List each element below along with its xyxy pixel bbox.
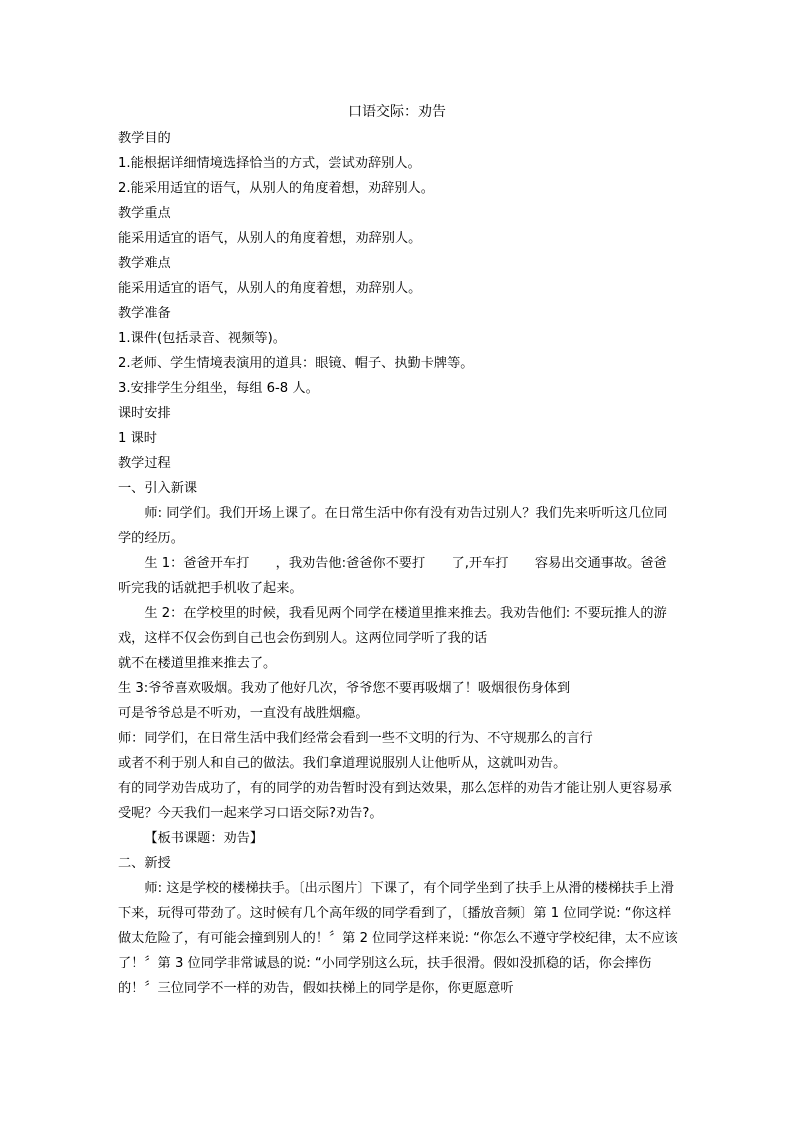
key-point-line: 能采用适宜的语气，从别人的角度着想，劝辞别人。 <box>118 231 422 246</box>
heading-schedule: 课时安排 <box>118 406 171 421</box>
section-1-heading: 一、引入新课 <box>118 481 198 496</box>
paragraph-conclusion: 有的同学劝告成功了，有的同学的劝告暂时没有到达效果，那么怎样的劝告才能让别人更容易承受呢？今天我们一起来学习口语交际?劝告?。 <box>118 781 672 821</box>
paragraph-student-3-line-1: 生 3:爷爷喜欢吸烟。我劝了他好几次，爷爷您不要再吸烟了！吸烟很伤身体到 <box>118 681 571 696</box>
paragraph-student-2-cont: 就不在楼道里推来推去了。 <box>118 656 277 671</box>
heading-key-points: 教学重点 <box>118 206 171 221</box>
preparation-line-1: 1.课件(包括录音、视频等)。 <box>118 331 286 346</box>
preparation-line-2: 2.老师、学生情境表演用的道具：眼镜、帽子、执勤卡牌等。 <box>118 356 474 371</box>
schedule-line: 1 课时 <box>118 431 157 446</box>
section-2-heading: 二、新授 <box>118 856 171 871</box>
objective-line-1: 1.能根据详细情境选择恰当的方式，尝试劝辞别人。 <box>118 156 421 171</box>
preparation-line-3: 3.安排学生分组坐，每组 6-8 人。 <box>118 381 319 396</box>
paragraph-teacher-line-2: 或者不利于别人和自己的做法。我们拿道理说服别人让他听从，这就叫劝告。 <box>118 756 567 771</box>
heading-objectives: 教学目的 <box>118 131 171 146</box>
paragraph-teacher-line-1: 师：同学们，在日常生活中我们经常会看到一些不文明的行为、不守规那么的言行 <box>118 731 593 746</box>
difficulty-line: 能采用适宜的语气，从别人的角度着想，劝辞别人。 <box>118 281 422 296</box>
paragraph-teacher-intro: 师: 同学们。我们开场上课了。在日常生活中你有没有劝告过别人？我们先来听听这几位同学的经历。 <box>118 506 668 546</box>
heading-process: 教学过程 <box>118 456 171 471</box>
heading-preparation: 教学准备 <box>118 306 171 321</box>
paragraph-new-lesson: 师: 这是学校的楼梯扶手。〔出示图片〕下课了，有个同学坐到了扶手上从滑的楼梯扶手上滑下来，玩得可带劲了。这时候有几个高年级的同学看到了，〔播放音频〕第 1 位同学说: “你这样做太危险了，有可能会撞到别人的！〞第 2 位同学这样来说: “你怎么不遵守学校纪律，太不应该了！〞第 3 位同学非常诚恳的说: “小同学别这么玩，扶手很滑。假如没抓稳的话，你会摔伤的！〞三位同学不一样的劝告，假如扶梯上的同学是你，你更愿意听 <box>118 881 678 996</box>
document-title: 口语交际：劝告 <box>348 104 446 120</box>
objective-line-2: 2.能采用适宜的语气，从别人的角度着想，劝辞别人。 <box>118 181 434 196</box>
document-body <box>118 126 678 1001</box>
paragraph-student-2: 生 2：在学校里的时候，我看见两个同学在楼道里推来推去。我劝告他们: 不要玩推人的游戏，这样不仅会伤到自己也会伤到别人。这两位同学听了我的话 <box>118 606 667 646</box>
board-title: 【板书课题：劝告】 <box>144 831 264 846</box>
heading-difficulties: 教学难点 <box>118 256 171 271</box>
paragraph-student-1: 生 1：爸爸开车打 ，我劝告他:爸爸你不要打 了,开车打 容易出交通事故。爸爸听完我的话就把手机收了起来。 <box>118 556 667 596</box>
paragraph-student-3-line-2: 可是爷爷总是不听劝，一直没有战胜烟瘾。 <box>118 706 369 721</box>
